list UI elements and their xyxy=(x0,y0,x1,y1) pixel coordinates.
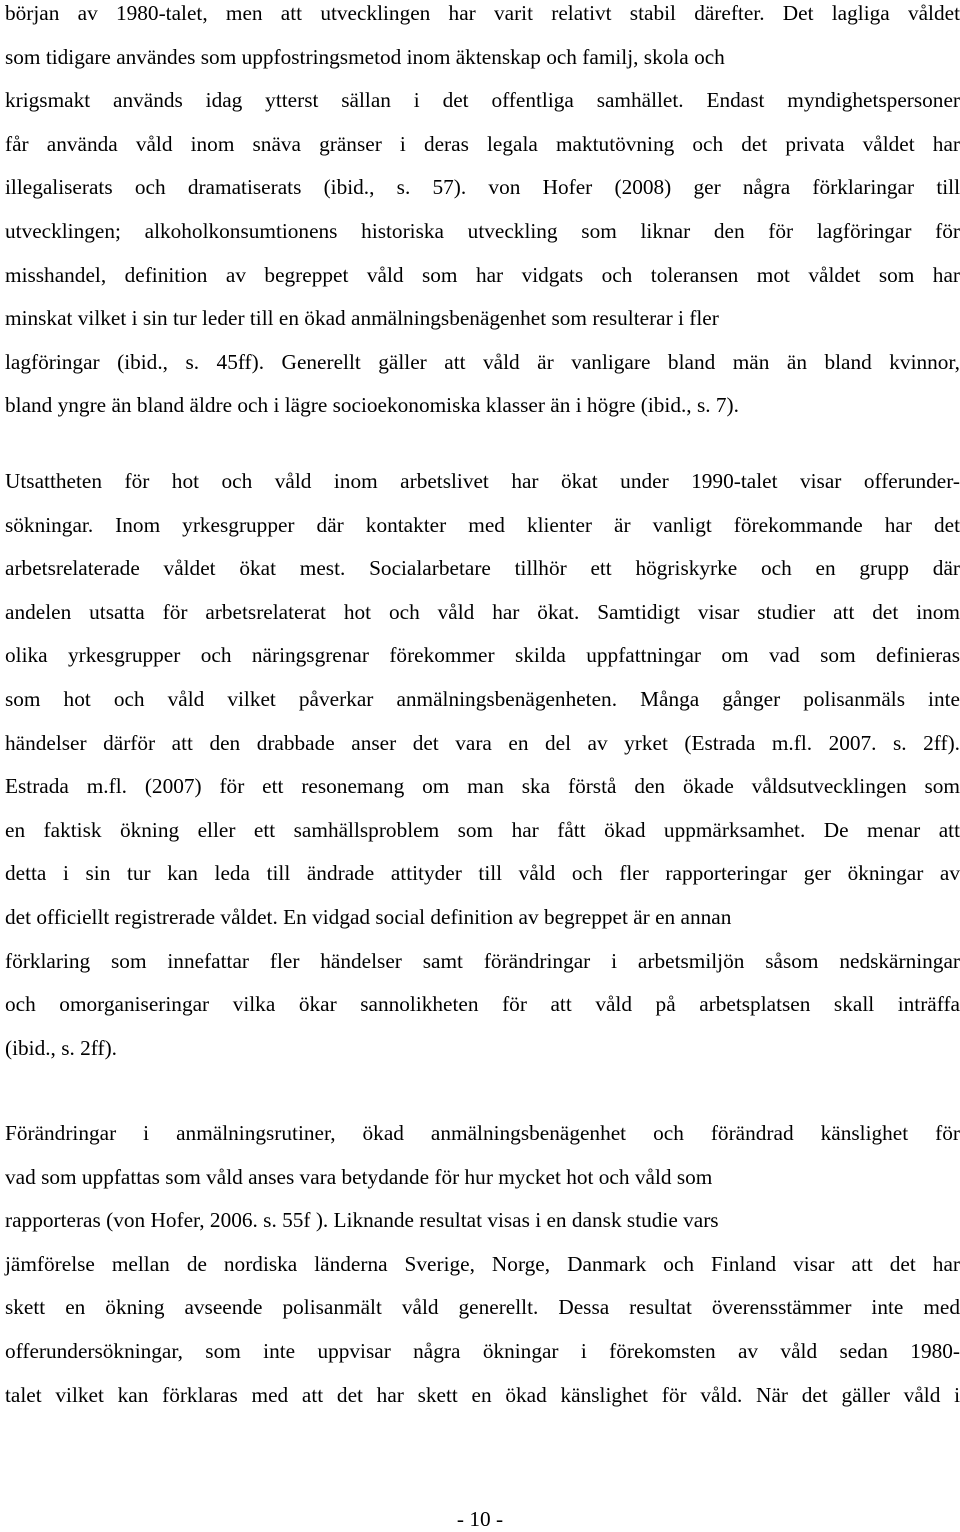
text-line: får använda våld inom snäva gränser i deras legala maktutövning och det privata våldet har xyxy=(5,131,960,156)
text-line: och omorganiseringar vilka ökar sannolikheten för att våld på arbetsplatsen skall inträffa xyxy=(5,992,960,1017)
text-line: andelen utsatta för arbetsrelaterat hot och våld har ökat. Samtidigt visar studier att det inom xyxy=(5,599,960,624)
text-line: sökningar. Inom yrkesgrupper där kontakter med klienter är vanligt förekommande har det xyxy=(5,512,960,537)
text-line: talet vilket kan förklaras med att det har skett en ökad känslighet för våld. När det gäller våld i xyxy=(5,1382,960,1407)
text-line: lagföringar (ibid., s. 45ff). Generellt gäller att våld är vanligare bland män än bland kvinnor, xyxy=(5,349,960,374)
text-line: illegaliserats och dramatiserats (ibid., s. 57). von Hofer (2008) ger några förklaringar till xyxy=(5,175,960,200)
page-number: - 10 - xyxy=(456,1507,504,1531)
text-line: Utsattheten för hot och våld inom arbetslivet har ökat under 1990-talet visar offerunder- xyxy=(5,469,960,493)
text-line: krigsmakt används idag ytterst sällan i det offentliga samhället. Endast myndighetspersoner xyxy=(5,88,960,113)
text-line: skett en ökning avseende polisanmält våld generellt. Dessa resultat överensstämmer inte med xyxy=(5,1295,960,1320)
text-line: olika yrkesgrupper och näringsgrenar förekommer skilda uppfattningar om vad som definieras xyxy=(5,643,960,668)
text-line: vad som uppfattas som våld anses vara betydande för hur mycket hot och våld som xyxy=(5,1164,713,1189)
text-line: början av 1980-talet, men att utvecklingen har varit relativt stabil därefter. Det lagliga våldet xyxy=(5,1,960,25)
text-line: misshandel, definition av begreppet våld som har vidgats och toleransen mot våldet som har xyxy=(5,262,960,287)
text-line: offerundersökningar, som inte uppvisar några ökningar i förekomsten av våld sedan 1980- xyxy=(5,1339,960,1363)
text-line: Förändringar i anmälningsrutiner, ökad anmälningsbenägenhet och förändrad känslighet för xyxy=(5,1121,960,1145)
text-line: rapporteras (von Hofer, 2006. s. 55f ). Liknande resultat visas i en dansk studie vars xyxy=(5,1208,719,1233)
text-line: (ibid., s. 2ff). xyxy=(5,1035,117,1060)
text-line: det officiellt registrerade våldet. En vidgad social definition av begreppet är en annan xyxy=(5,905,732,929)
text-line: en faktisk ökning eller ett samhällsproblem som har fått ökad uppmärksamhet. De menar att xyxy=(5,817,960,842)
text-line: händelser därför att den drabbade anser det vara en del av yrket (Estrada m.fl. 2007. s. 2ff). xyxy=(5,730,960,755)
text-line: detta i sin tur kan leda till ändrade attityder till våld och fler rapporteringar ger ökningar av xyxy=(5,861,960,886)
text-line: Estrada m.fl. (2007) för ett resonemang om man ska förstå den ökade våldsutvecklingen som xyxy=(5,774,960,799)
text-line: förklaring som innefattar fler händelser samt förändringar i arbetsmiljön såsom nedskärningar xyxy=(5,948,960,973)
text-line: jämförelse mellan de nordiska länderna Sverige, Norge, Danmark och Finland visar att det har xyxy=(5,1251,960,1276)
text-line: minskat vilket i sin tur leder till en ökad anmälningsbenägenhet som resulterar i fler xyxy=(5,306,719,331)
text-line: bland yngre än bland äldre och i lägre socioekonomiska klasser än i högre (ibid., s. 7). xyxy=(5,393,739,418)
text-line: som hot och våld vilket påverkar anmälningsbenägenheten. Många gånger polisanmäls inte xyxy=(5,687,960,711)
text-line: som tidigare användes som uppfostringsmetod inom äktenskap och familj, skola och xyxy=(5,44,725,69)
text-line: arbetsrelaterade våldet ökat mest. Socialarbetare tillhör ett högriskyrke och en grupp där xyxy=(5,556,960,581)
text-line: utvecklingen; alkoholkonsumtionens historiska utveckling som liknar den för lagföringar för xyxy=(5,219,960,243)
